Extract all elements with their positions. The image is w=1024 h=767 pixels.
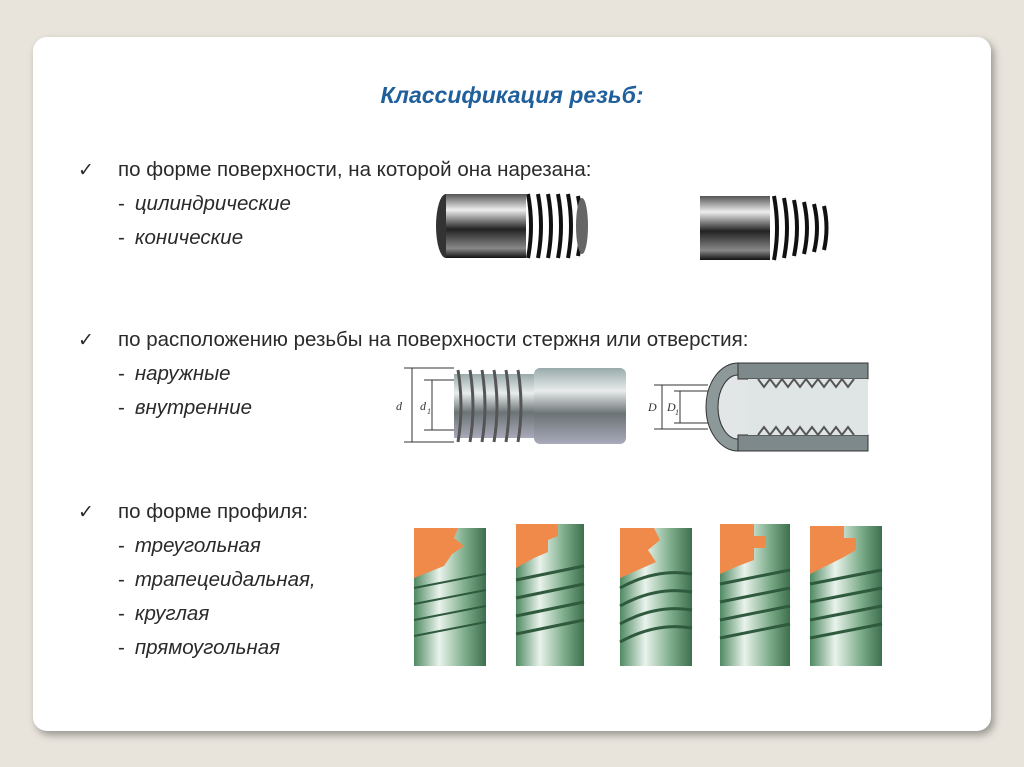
external-thread-image (384, 358, 634, 454)
list-item: - треугольная (118, 534, 261, 557)
dimension-label: d (396, 399, 402, 413)
triangular-profile-icon (414, 528, 486, 666)
list-item: - прямоугольная (118, 636, 281, 659)
rectangular-profile-icon (720, 524, 790, 666)
dimension-label: D (667, 400, 676, 414)
trapezoidal-profile-icon (516, 524, 584, 666)
internal-thread-image (648, 355, 878, 455)
checkmark-icon: ✓ (78, 160, 94, 181)
checkmark-icon: ✓ (78, 330, 94, 351)
dimension-label: D (648, 400, 657, 414)
dimension-label-subscript: 1 (675, 408, 679, 417)
section-profile-shape (78, 495, 316, 665)
dimension-label: d (420, 399, 426, 413)
rectangular-profile-icon-alt (810, 526, 882, 666)
section-heading: по форме профиля: (118, 500, 309, 523)
list-item: - внутренние (118, 396, 253, 419)
list-item: - трапецеидальная, (118, 568, 316, 591)
list-item: - конические (118, 226, 244, 249)
dimension-label-subscript: 1 (427, 407, 431, 416)
section-heading: по форме поверхности, на которой она нарезана: (118, 158, 592, 181)
thread-profiles-image (408, 518, 898, 670)
checkmark-icon: ✓ (78, 502, 94, 523)
round-profile-icon (620, 528, 692, 666)
list-item: - наружные (118, 362, 231, 385)
list-item: - цилиндрические (118, 192, 291, 215)
slide-title: Классификация резьб: (380, 82, 644, 108)
conical-thread-image (690, 190, 840, 266)
section-heading: по расположению резьбы на поверхности стержня или отверстия: (118, 328, 749, 351)
cylindrical-thread-image (432, 186, 592, 266)
list-item: - круглая (118, 602, 210, 625)
